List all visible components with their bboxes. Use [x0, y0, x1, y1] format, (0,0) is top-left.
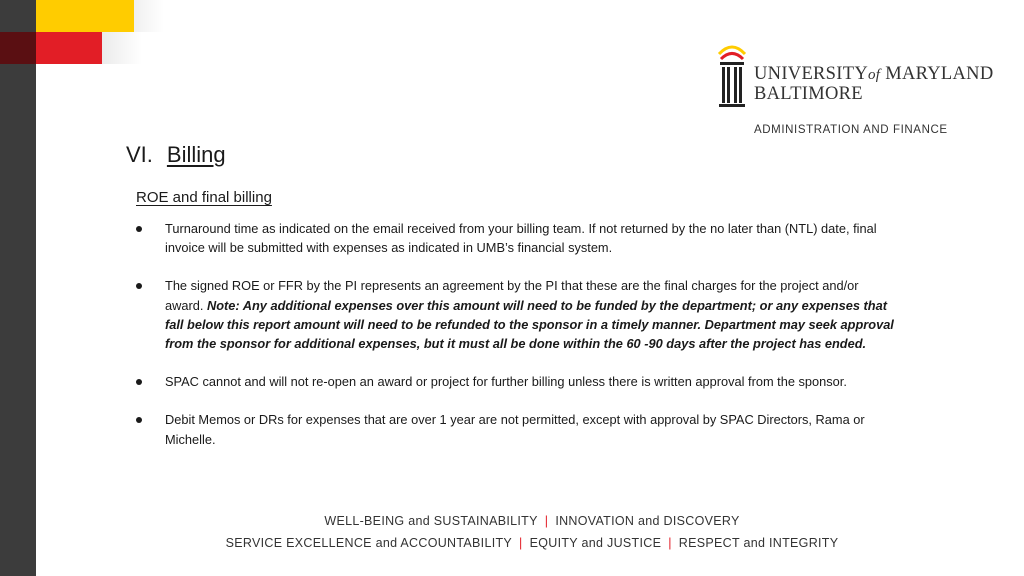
note-emphasis: Note: Any additional expenses over this amount will need to be funded by the department; or any expenses that fall below this report amount will need to be refunded to the sponsor in a timely manner. Department may seek approval from the sponsor for additional expenses, but it must all be done within the 60 -90 days after the project has ended.	[165, 297, 894, 352]
subheading: ROE and final billing	[136, 189, 272, 206]
footer-values-line2: SERVICE EXCELLENCE and ACCOUNTABILITY | EQUITY and JUSTICE | RESPECT and INTEGRITY	[225, 536, 839, 550]
department-name: ADMINISTRATION AND FINANCE	[754, 124, 948, 136]
red-accent-block	[36, 32, 102, 64]
section-number: VI.	[126, 142, 153, 167]
list-item: Turnaround time as indicated on the email received from your billing team. If not returned by the no later than (NTL) date, final invoice will be submitted with expenses as indicated in UMB’s financial system.	[136, 219, 896, 257]
dark-red-accent-block	[0, 32, 36, 64]
yellow-accent-block	[36, 0, 134, 32]
bullet-icon	[136, 283, 142, 289]
logo-wordmark-line2: BALTIMORE	[754, 84, 863, 104]
list-item: The signed ROE or FFR by the PI represents an agreement by the PI that these are the final charges for the project and/or award. Note: Any additional expenses over this amount will need to be funded by the department; or any expenses that fall below this report amount will need to be refunded to the sponsor in a timely manner. Department may seek approval from the sponsor for additional expenses, but it must all be done within the 60 -90 days after the project has ended.	[136, 276, 896, 353]
footer-values-line1: WELL-BEING and SUSTAINABILITY | INNOVATION and DISCOVERY	[324, 514, 740, 528]
list-item: Debit Memos or DRs for expenses that are over 1 year are not permitted, except with approval by SPAC Directors, Rama or Michelle.	[136, 410, 896, 448]
logo-wordmark-line1: UNIVERSITYof MARYLAND	[754, 64, 994, 84]
bullet-icon	[136, 226, 142, 232]
bullet-icon	[136, 417, 142, 423]
section-title	[126, 142, 226, 168]
left-decorative-band	[0, 0, 36, 576]
section-title-text: Billing	[166, 142, 226, 167]
bullet-list	[136, 219, 896, 449]
bullet-icon	[136, 379, 142, 385]
university-logo	[716, 42, 994, 122]
dome-column-icon	[716, 42, 748, 112]
accent-shadow	[102, 32, 142, 64]
accent-shadow	[134, 0, 164, 32]
list-item: SPAC cannot and will not re-open an award or project for further billing unless there is written approval from the sponsor.	[136, 372, 896, 391]
